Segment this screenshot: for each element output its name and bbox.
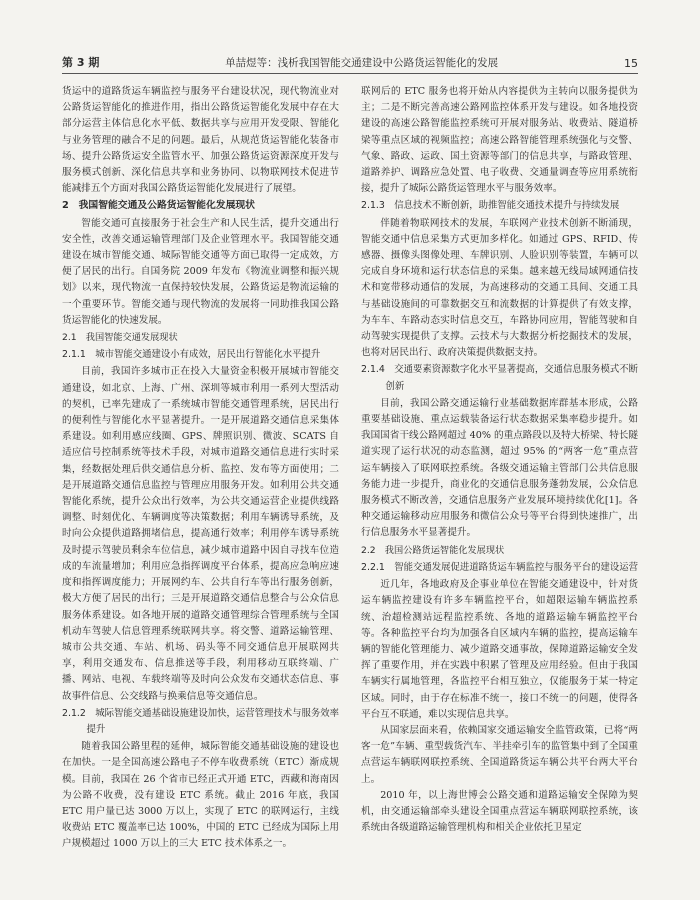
- paragraph-2-1-1: 目前，我国许多城市正在投入大量资金积极开展城市智能交通建设，如北京、上海、广州、深圳等城市利用一系列大型活动的契机，已率先建成了一系统城市智能交通管理系统，居民出行的便利性与智能化水平显著提升。一是开展道路交通信息采集体系建设。如利用感应线圈、GPS、牌照识别、微波、SCATS 自适应信号控制系统等技术手段，对城市道路交通信息进行实时采集，经数据处理后供交通信息分析、监控、发布等方面使用；二是开展道路交通信息监控与管理应用服务开发。如利用公共交通智能化系统，提升公众出行效率，为公共交通运营企业提供线路调整、时刻优化、车辆调度等决策数据；利用车辆诱导系统，及时向公众提供道路拥堵信息，提高通行效率；利用停车诱导系统及时提示驾驶员剩余车位信息，减少城市道路中因自寻找车位造成的车流量增加；利用应急指挥调度平台体系，提高应急响应速度和指挥调度能力；开展网约车、公共自行车等出行服务创新，极大方便了居民的出行；三是开展道路交通信息整合与公众信息服务体系建设。如各地开展的道路交通管理综合管理系统与全国机动车驾驶人信息管理系统联网共享。将交警、道路运输管理、城市公共交通、车站、机场、码头等不同交通信息开展联网共享，利用交通发布、信息推送等手段，利用移动互联终端、广播、网站、电视、车载终端等及时向公众发布交通状态信息、事故事件信息、公交线路与换乘信息等交通信息。: [62, 366, 339, 702]
- paragraph-2-2-1-c: 2010 年，以上海世博会公路交通和道路运输安全保障为契机，由交通运输部牵头建设全国重点营运车辆联网联控系统，该系统由各级道路运输管理机构和相关企业依托卫星定: [361, 789, 638, 834]
- page-number: 15: [623, 57, 638, 70]
- running-title: 单喆煜等：浅析我国智能交通建设中公路货运智能化的发展: [225, 57, 499, 69]
- subsection-2-1-3-heading: 2.1.3 信息技术不断创新，助推智能交通技术提升与持续发展: [361, 200, 620, 212]
- paragraph-2-2-1-b: 从国家层面来看，依赖国家交通运输安全监管政策，已将“两客一危”车辆、重型载货汽车、半挂牵引车的监管集中到了全国重点营运车辆联网联控系统、全国道路货运车辆公共平台两大平台上。: [361, 724, 638, 785]
- subsection-2-1-heading: 2.1 我国智能交通发展现状: [62, 332, 178, 344]
- issue-label: 第 3 期: [62, 56, 100, 69]
- paragraph-2-1-2: 随着我国公路里程的延伸，城际智能交通基础设施的建设也在加快。一是全国高速公路电子不停车收费系统（ETC）渐成规模。目前，我国在 26 个省市已经正式开通 ETC，西藏和海南因为公路不收费，没有建设 ETC 系统。截止 2016 年底，我国 ETC 用户量已达 3000 万以上，实现了 ETC 的联网运行，主线收费站 ETC 覆盖率已达 100%，中国的 ETC 已经成为国际上用户规模超过 1000 万以上的三大 ETC 技术体系之一。: [62, 741, 339, 850]
- paragraph-2-1-4: 目前，我国公路交通运输行业基础数据库群基本形成，公路重要基础设施、重点运载装备运行状态数据采集率稳步提升。如我国国省干线公路网超过 40% 的重点路段以及特大桥梁、特长隧道实现了运行状况的动态监测，超过 95% 的“两客一危”重点营运车辆接入了联网联控系统。各级交通运输主管部门公共信息服务能力进一步提升，商业化的交通信息服务蓬勃发展，公众信息服务模式不断改善，交通信息服务产业发展环境持续优化[1]。各种交通运输移动应用服务和微信公众号等平台得到快速推广，出行信息服务水平显著提升。: [361, 397, 638, 539]
- subsection-2-1-4-heading: 2.1.4 交通要素资源数字化水平显著提高，交通信息服务模式不断创新: [361, 364, 638, 392]
- page-header: [62, 52, 638, 74]
- subsection-2-2-1-heading: 2.2.1 智能交通发展促进道路货运车辆监控与服务平台的建设运营: [361, 561, 638, 573]
- subsection-2-1-1-heading: 2.1.1 城市智能交通建设小有成效，居民出行智能化水平提升: [62, 349, 321, 361]
- subsection-2-1-2-heading: 2.1.2 城际智能交通基础设施建设加快，运营管理技术与服务效率提升: [62, 707, 339, 735]
- paragraph-2-1-3: 伴随着物联网技术的发展，车联网产业技术创新不断涌现，智能交通中信息采集方式更加多样化。如通过 GPS、RFID、传感器、摄像头图像处理、车牌识别、人脸识别等装置，车辆可以完成自身环境和运行状态信息的采集。越来越无线局域网通信技术和宽带移动通信的发展，为高速移动的交通工具间、交通工具与基础设施间的可靠数据交互和流数据的计算提供了有效支撑，为车车、车路动态实时信息交互，车路协同应用，智能驾驶和自动驾驶实现提供了支撑。云技术与大数据分析挖掘技术的发展，也将对居民出行、政府决策提供数据支持。: [361, 217, 638, 359]
- right-column: [361, 84, 638, 860]
- section-2-heading: 2 我国智能交通及公路货运智能化发展现状: [62, 200, 255, 212]
- subsection-2-2-heading: 2.2 我国公路货运智能化发展现状: [361, 544, 505, 556]
- paragraph-2-2-1-a: 近几年，各地政府及企事业单位在智能交通建设中，针对货运车辆监控建设有许多车辆监控平台，如超限运输车辆监控系统、治超检测站远程监控系统、各地的道路运输车辆监控平台等。各种监控平台均为加强各自区域内车辆的监控，提高运输车辆的智能化管理能力、减少道路交通事故，保障道路运输安全发挥了重要作用，并在实践中积累了管理及应用经验。但由于我国车辆实行属地管理，各监控平台相互独立，仅能服务于某一特定区域。同时，由于存在标准不统一，接口不统一的问题，使得各平台互不联通，难以实现信息共享。: [361, 579, 638, 720]
- left-column: [62, 84, 339, 860]
- paragraph-2-1-2-continued: 联网后的 ETC 服务也将开始从内容提供为主转向以服务提供为主；二是不断完善高速公路网监控体系开发与建设。如各地投资建设的高速公路智能监控系统可开展对服务站、收费站、隧道桥梁等重点区域的视频监控；高速公路智能管理系统强化与交警、气象、路政、运政、国土资源等部门的信息共享，与路政管理、道路养护、调路应急处置、电子收费、交通量调查等应用系统衔接，提升了城际公路货运管理水平与服务效率。: [361, 86, 638, 195]
- paragraph-section-2: 智能交通可直接服务于社会生产和人民生活，提升交通出行安全性，改善交通运输管理部门及企业管理水平。我国智能交通建设在城市智能交通、城际智能交通等方面已取得一定成效，方便了居民的出行。自国务院 2009 年发布《物流业调整和振兴规划》以来，现代物流一直保持较快发展，公路货运是物流运输的一个重要环节。智能交通与现代物流的发展将一同助推我国公路货运智能化的快速发展。: [62, 217, 339, 326]
- paragraph-intro-continued: 货运中的道路货运车辆监控与服务平台建设状况，现代物流业对公路货运智能化的推进作用，指出公路货运智能化发展中存在大部分运营主体信息化水平低、数据共享与应用开发受限、智能化与业务管理的融合不足的问题。最后，从规范货运智能化装备市场、提升公路货运安全监管水平、加强公路货运资源深度开发与服务模式创新、深化信息共享和业务协同、以物联网技术促进节能减排五个方面对我国公路货运智能化发展进行了展望。: [62, 86, 339, 195]
